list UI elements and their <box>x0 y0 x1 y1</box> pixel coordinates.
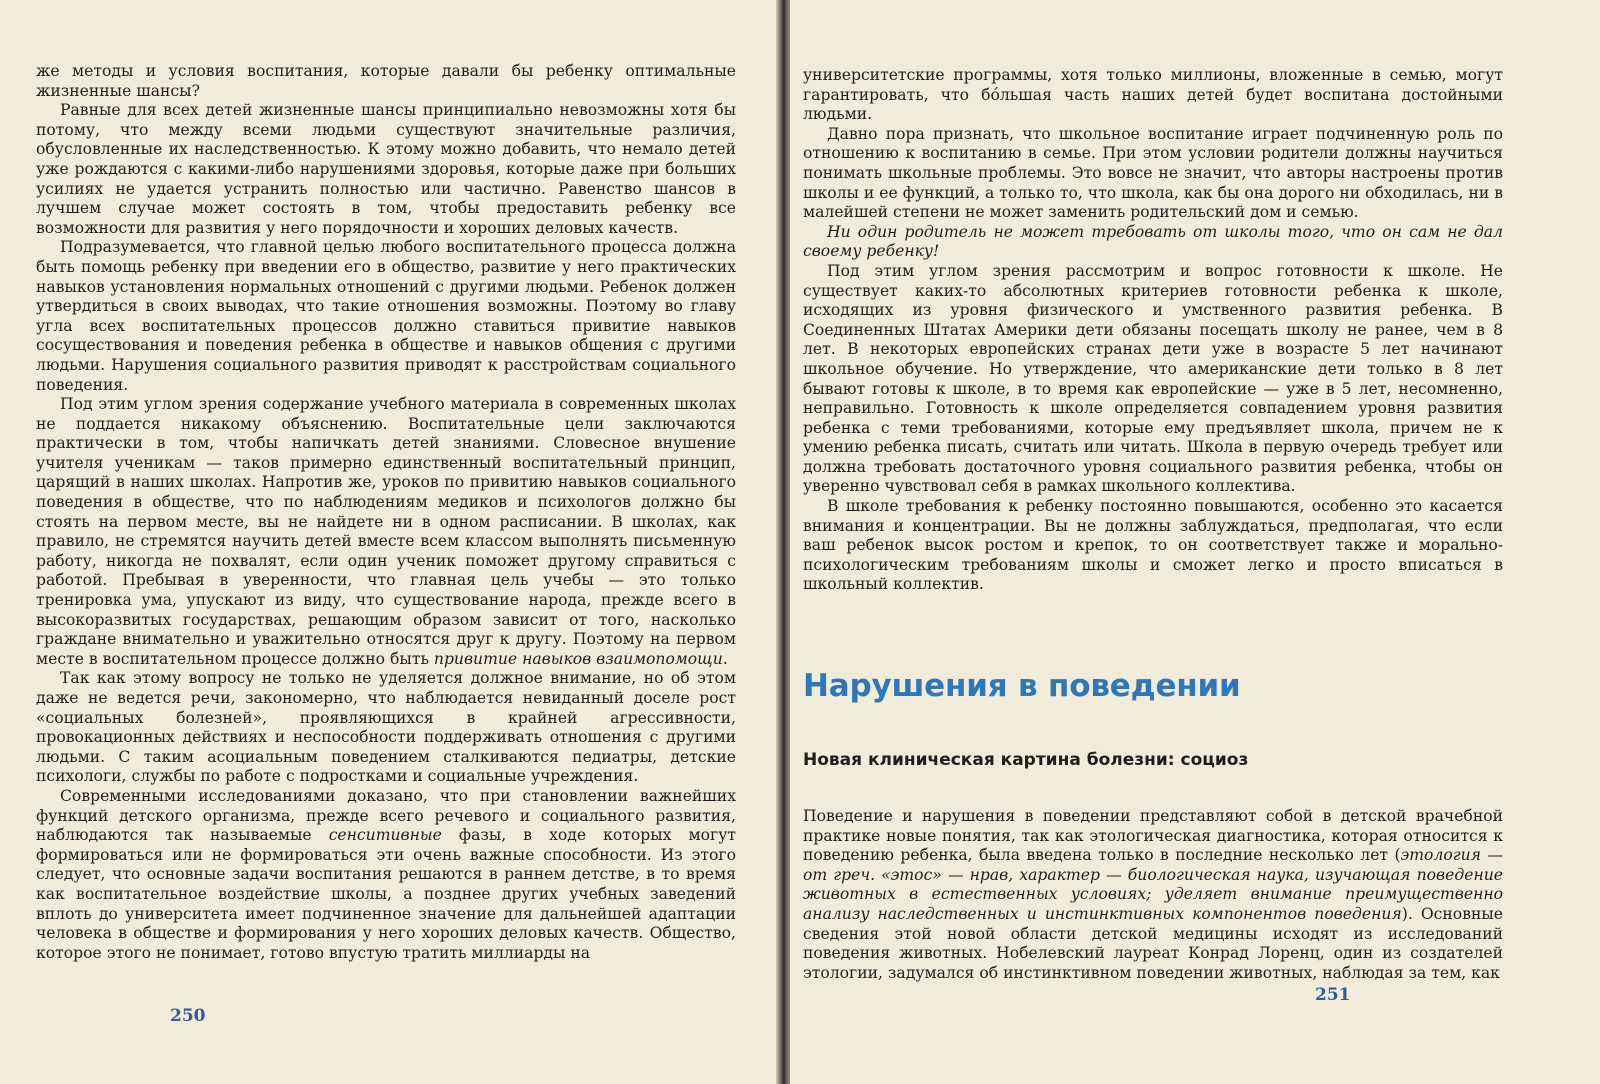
paragraph: Под этим углом зрения содержание учебного материала в современных школах не поддается никакому объяснению. Воспитательные цели заключаются практически в том, чтобы напичкать детей знаниями. Словесное внушение учителя ученикам — таков примерно единственный воспитательный принцип, царящий в наших школах. Напротив же, уроков по привитию навыков социального поведения в обществе, что по наблюдениям медиков и психологов должно бы стоять на первом месте, вы не найдете ни в одном расписании. В школах, как правило, не стремятся научить детей вместе всем классом выполнять письменную работу, никогда не похвалят, если один ученик поможет другому справиться с работой. Пребывая в уверенности, что главная цель учебы — это только тренировка ума, упускают из виду, что существование народа, прежде всего в высокоразвитых государствах, решающим образом зависит от того, насколько граждане внимательно и уважительно относятся друг к другу. Поэтому на первом месте в воспитательном процессе должно быть привитие навыков взаимопомощи. <box>36 395 736 668</box>
italic-paragraph: Ни один родитель не может требовать от школы того, что он сам не дал своему ребенку! <box>803 222 1503 261</box>
paragraph-text: Современными исследованиями доказано, что при становлении важнейших функций детского организма, прежде всего речевого и социального развития, наблюдаются так называемые <box>36 786 736 845</box>
paragraph: Так как этому вопросу не только не уделяется должное внимание, но об этом даже не ведется речи, закономерно, что наблюдается невиданный доселе рост «социальных болезней», проявляющихся в крайней агрессивности, провокационных действиях и неспособности поддерживать отношения с другими людьми. С таким асоциальным поведением сталкиваются педиатры, детские психологи, службы по работе с подростками и социальные учреждения. <box>36 669 736 786</box>
paragraph: Подразумевается, что главной целью любого воспитательного процесса должна быть помощь ребенку при введении его в общество, развитие у него практических навыков установления нормальных отношений с другими людьми. Ребенок должен утвердиться в своих выводах, что такие отношения возможны. Поэтому во главу угла всех воспитательных процессов должно ставиться привитие навыков сосуществования и поведения ребенка в обществе и навыков общения с другими людьми. Нарушения социального развития приводят к расстройствам социального поведения. <box>36 238 736 394</box>
paragraph <box>803 807 1503 983</box>
paragraph <box>36 787 736 963</box>
right-page <box>790 0 1600 1084</box>
left-page-body <box>36 62 736 963</box>
paragraph-text: Поведение и нарушения в поведении представляют собой в детской врачебной практике новые понятия, так как этологическая диагностика, которая относится к поведению ребенка, была введена только в последние несколько лет ( <box>803 807 1503 865</box>
paragraph: университетские программы, хотя только миллионы, вложенные в семью, могут гарантировать, что бóльшая часть наших детей будет воспитана достойными людьми. <box>803 66 1503 124</box>
left-page <box>0 0 784 1084</box>
paragraph: В школе требования к ребенку постоянно повышаются, особенно это касается внимания и концентрации. Вы не должны заблуждаться, предполагая, что если ваш ребенок высок ростом и крепок, то он соответствует также и морально-психологическим требованиям школы и сможет легко и просто вписаться в школьный коллектив. <box>803 497 1503 594</box>
italic-term: сенситивные <box>328 826 442 845</box>
italic-phrase: привитие навыков взаимопомощи <box>433 649 723 668</box>
page-number-left: 250 <box>170 1006 206 1026</box>
right-page-body-bottom <box>803 807 1503 983</box>
paragraph-text: ). Основные сведения этой новой области детской медицины исходят из исследований поведения животных. Нобелевский лауреат Конрад Лоренц, один из создателей этологии, задумался об инстинктивном поведении животных, наблюдая за тем, как <box>803 904 1504 982</box>
paragraph: Равные для всех детей жизненные шансы принципиально невозможны хотя бы потому, что между всеми людьми существуют значительные различия, обусловленные их наследственностью. К этому можно добавить, что немало детей уже рождаются с какими-либо нарушениями здоровья, которые даже при больших усилиях не удается устранить полностью или частично. Равенство шансов в лучшем случае может состоять в том, чтобы предоставить ребенку все возможности для развития у него порядочности и хороших деловых качеств. <box>36 101 736 237</box>
section-heading: Нарушения в поведении <box>803 668 1241 704</box>
paragraph-text: Под этим углом зрения содержание учебного материала в современных школах не поддается никакому объяснению. Воспитательные цели заключаются практически в том, чтобы напичкать детей знаниями. Словесное внушение учителя ученикам — таков примерно единственный воспитательный принцип, царящий в наших школах. Напротив же, уроков по привитию навыков социального поведения в обществе, что по наблюдениям медиков и психологов должно бы стоять на первом месте, вы не найдете ни в одном расписании. В школах, как правило, не стремятся научить детей вместе всем классом выполнять письменную работу, никогда не похвалят, если один ученик поможет другому справиться с работой. Пребывая в уверенности, что главная цель учебы — это только тренировка ума, упускают из виду, что существование народа, прежде всего в высокоразвитых государствах, решающим образом зависит от того, насколько граждане внимательно и уважительно относятся друг к другу. Поэтому на первом месте в воспитательном процессе должно быть <box>36 395 736 668</box>
page-number-right: 251 <box>1315 985 1351 1005</box>
paragraph: же методы и условия воспитания, которые давали бы ребенку оптимальные жизненные шансы? <box>36 62 736 100</box>
italic-definition: этология — от греч. «этос» — нрав, характер — биологическая наука, изучающая поведение животных в естественных условиях; уделяет внимание преимущественно анализу наследственных и инстинктивных компонентов поведения <box>803 846 1503 923</box>
right-page-body-top <box>803 66 1503 595</box>
paragraph-text: фазы, в ходе которых могут формироваться или не формироваться эти очень важные способности. Из этого следует, что основные задачи воспитания решаются в раннем детстве, в то время как воспитательное воздействие школы, а позднее других учебных заведений вплоть до университета имеет подчиненное значение для дальнейшей адаптации человека в обществе и формирования у него хороших деловых качеств. Общество, которое этого не понимает, готово впустую тратить миллиарды на <box>36 826 736 962</box>
section-subheading: Новая клиническая картина болезни: социоз <box>803 750 1249 770</box>
paragraph: Давно пора признать, что школьное воспитание играет подчиненную роль по отношению к воспитанию в семье. При этом условии родители должны научиться понимать школьные проблемы. Это вовсе не значит, что авторы настроены против школы и ее функций, а только то, что школа, как бы она дорого ни обходилась, ни в малейшей степени не может заменить родительский дом и семью. <box>803 124 1503 222</box>
paragraph: Под этим углом зрения рассмотрим и вопрос готовности к школе. Не существует каких-то абсолютных критериев готовности ребенка к школе, исходящих из уровня физического и умственного развития ребенка. В Соединенных Штатах Америки дети обязаны посещать школу не ранее, чем в 8 лет. В некоторых европейских странах дети уже в возрасте 5 лет начинают школьное обучение. Но утверждение, что американские дети только в 8 лет бывают готовы к школе, в то время как европейские — уже в 5 лет, несомненно, неправильно. Готовность к школе определяется совпадением уровня развития ребенка с теми требованиями, которые ему предъявляет школа, причем не к умению ребенка писать, считать или читать. Школа в первую очередь требует или должна требовать достаточного уровня социального развития ребенка, чтобы он уверенно чувствовал себя в рамках школьного коллектива. <box>803 261 1503 496</box>
